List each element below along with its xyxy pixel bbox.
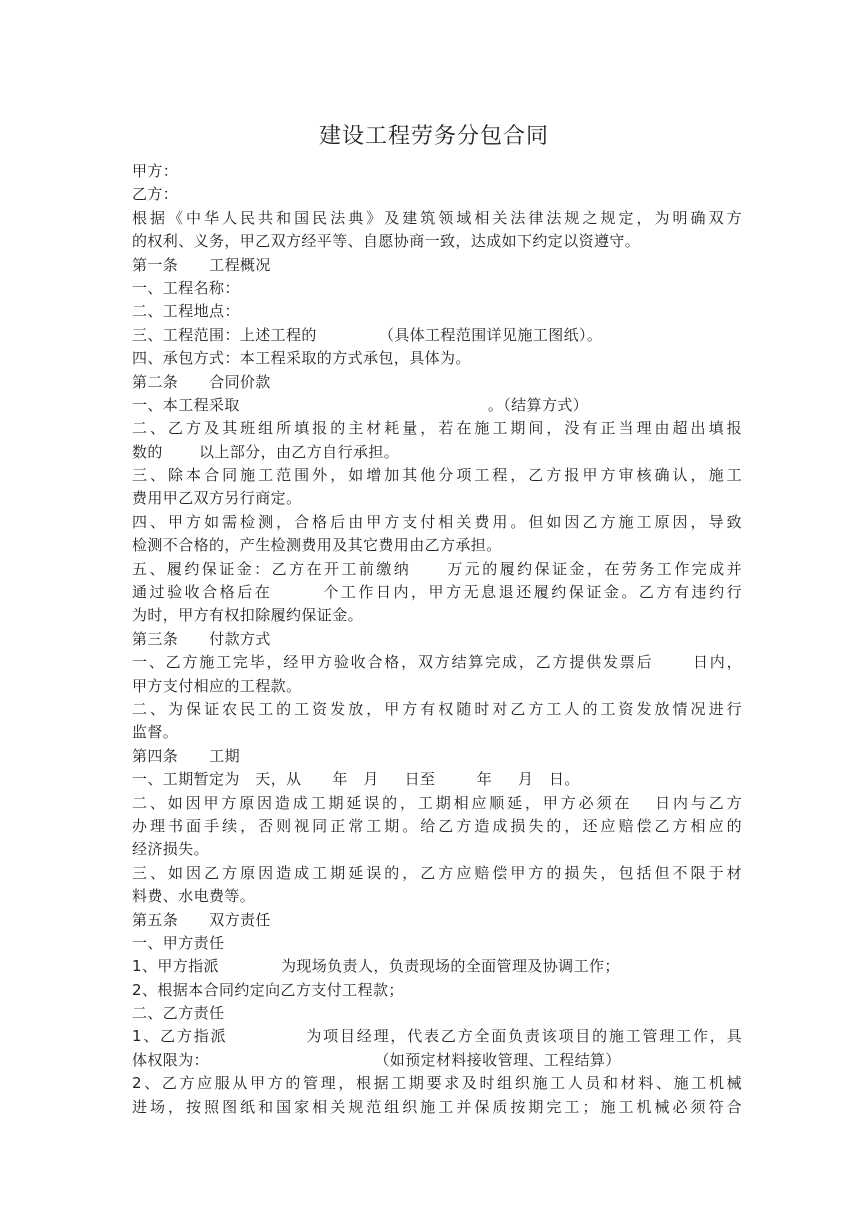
document-body bbox=[132, 160, 742, 1119]
document-line: 体权限为： （如预定材料接收管理、工程结算） bbox=[132, 1050, 621, 1069]
document-line: 的权利、义务，甲乙双方经平等、自愿协商一致，达成如下约定以资遵守。 bbox=[132, 232, 641, 251]
document-line: 乙方： bbox=[132, 185, 179, 204]
document-line: 通过验收合格后在 个工作日内，甲方无息退还履约保证金。乙方有违约行 bbox=[132, 583, 742, 602]
document-line: 四、承包方式：本工程采取的方式承包，具体为。 bbox=[132, 349, 471, 368]
document-line: 三、工程范围：上述工程的 （具体工程范围详见施工图纸）。 bbox=[132, 325, 603, 344]
document-line: 经济损失。 bbox=[132, 840, 210, 859]
document-line: 二、如因甲方原因造成工期延误的，工期相应顺延，甲方必须在 日内与乙方 bbox=[132, 793, 742, 812]
document-line: 1、甲方指派 为现场负责人，负责现场的全面管理及协调工作； bbox=[132, 957, 620, 976]
document-line: 为时，甲方有权扣除履约保证金。 bbox=[132, 606, 364, 625]
document-title: 建设工程劳务分包合同 bbox=[318, 124, 549, 149]
document-line: 2、乙方应服从甲方的管理，根据工期要求及时组织施工人员和材料、施工机械 bbox=[132, 1074, 742, 1093]
document-line: 二、乙方责任 bbox=[132, 1004, 225, 1023]
document-line: 第一条 工程概况 bbox=[132, 255, 271, 274]
document-line: 监督。 bbox=[132, 723, 179, 742]
document-line: 五、履约保证金：乙方在开工前缴纳 万元的履约保证金，在劳务工作完成并 bbox=[132, 559, 742, 578]
document-line: 一、本工程采取 。（结算方式） bbox=[132, 395, 589, 414]
document-line: 一、甲方责任 bbox=[132, 933, 225, 952]
document-line: 第二条 合同价款 bbox=[132, 372, 271, 391]
document-line: 二、为保证农民工的工资发放，甲方有权随时对乙方工人的工资发放情况进行 bbox=[132, 699, 742, 718]
document-line: 根据《中华人民共和国民法典》及建筑领域相关法律法规之规定，为明确双方 bbox=[132, 208, 742, 227]
document-line: 二、工程地点： bbox=[132, 302, 240, 321]
document-line: 第四条 工期 bbox=[132, 746, 241, 765]
document-line: 2、根据本合同约定向乙方支付工程款； bbox=[132, 980, 404, 999]
document-line: 进场，按照图纸和国家相关规范组织施工并保质按期完工；施工机械必须符合 bbox=[132, 1097, 742, 1116]
document-line: 第五条 双方责任 bbox=[132, 910, 271, 929]
document-line: 二、乙方及其班组所填报的主材耗量，若在施工期间，没有正当理由超出填报 bbox=[132, 419, 742, 438]
document-line: 一、工期暂定为 天，从 年 月 日至 年 月 日。 bbox=[132, 770, 580, 789]
document-line: 办理书面手续，否则视同正常工期。给乙方造成损失的，还应赔偿乙方相应的 bbox=[132, 816, 742, 835]
document-line: 第三条 付款方式 bbox=[132, 629, 271, 648]
document-line: 三、如因乙方原因造成工期延误的，乙方应赔偿甲方的损失，包括但不限于材 bbox=[132, 863, 742, 882]
document-line: 检测不合格的，产生检测费用及其它费用由乙方承担。 bbox=[132, 536, 502, 555]
document-line: 甲方支付相应的工程款。 bbox=[132, 676, 302, 695]
document-line: 1、乙方指派 为项目经理，代表乙方全面负责该项目的施工管理工作，具 bbox=[132, 1027, 742, 1046]
document-line: 料费、水电费等。 bbox=[132, 887, 256, 906]
document-line: 费用甲乙双方另行商定。 bbox=[132, 489, 302, 508]
document-line: 数的 以上部分，由乙方自行承担。 bbox=[132, 442, 400, 461]
document-line: 四、甲方如需检测，合格后由甲方支付相关费用。但如因乙方施工原因，导致 bbox=[132, 512, 742, 531]
document-line: 三、除本合同施工范围外，如增加其他分项工程，乙方报甲方审核确认，施工 bbox=[132, 466, 742, 485]
document-line: 一、乙方施工完毕，经甲方验收合格，双方结算完成，乙方提供发票后 日内， bbox=[132, 653, 742, 672]
document-line: 甲方： bbox=[132, 162, 179, 180]
document-line: 一、工程名称： bbox=[132, 278, 240, 297]
